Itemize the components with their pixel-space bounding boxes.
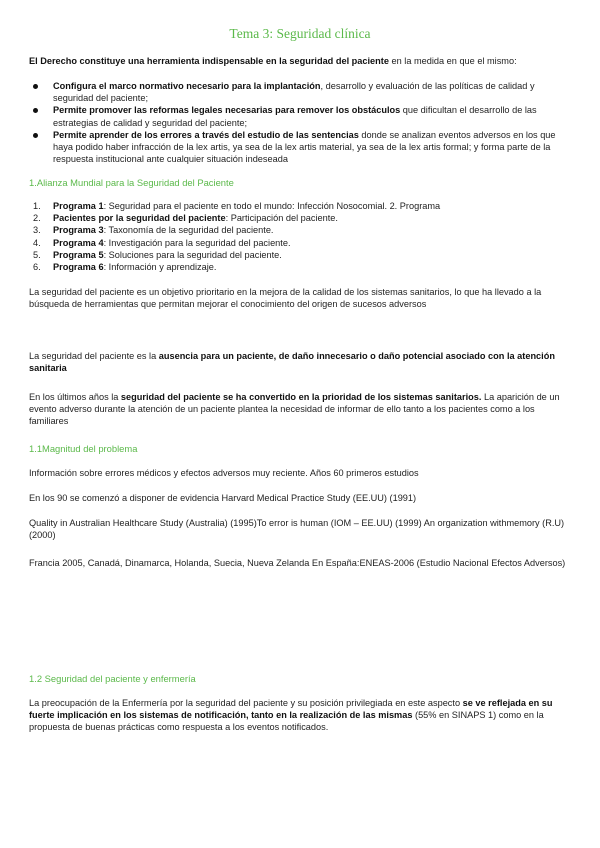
list-item: [29, 249, 573, 261]
bullet-text: donde se analizan eventos adversos en los que haya podido haber infracción de la lex artis, ya sea de la lex artis material, ya sea de la lex artis formal; y forma parte de la respuesta institucional ante cualquier situación indeseada: [53, 129, 556, 165]
intro-text: en la medida en que el mismo:: [388, 56, 517, 66]
bullet-bold: Permite promover las reformas legales necesarias para remover los obstáculos: [53, 105, 401, 116]
program-name: Programa 1: [53, 201, 104, 211]
list-item: [29, 80, 573, 104]
program-text: : Taxonomía de la seguridad del paciente.: [103, 225, 274, 236]
magnitud-paragraph-4: Francia 2005, Canadá, Dinamarca, Holanda, Suecia, Nueva Zelanda En España:ENEAS-2006 (Estudio Nacional Efectos Adversos): [29, 558, 566, 568]
list-number: 5.: [33, 249, 41, 260]
program-name: Programa 3: [53, 225, 104, 236]
magnitud-paragraph-1: Información sobre errores médicos y efectos adversos muy reciente. Años 60 primeros estudios: [29, 468, 419, 478]
program-name: Programa 6: [53, 262, 104, 273]
bullet-bold: Permite aprender de los errores a través del estudio de las sentencias: [53, 129, 359, 140]
program-text: : Soluciones para la seguridad del paciente.: [103, 249, 282, 260]
section-heading-magnitud: 1.1Magnitud del problema: [29, 443, 138, 454]
bullet-bold: Configura el marco normativo necesario para la implantación: [53, 81, 321, 91]
list-number: 2.: [33, 213, 41, 224]
magnitud-paragraph-3: Quality in Australian Healthcare Study (Australia) (1995)To error is human (IOM – EE.UU) (1999) An organization withmemory (R.U) (2000): [29, 518, 565, 541]
list-number: 3.: [33, 225, 41, 236]
programs-list: [29, 200, 573, 273]
list-item: [29, 200, 573, 212]
program-text: : Investigación para la seguridad del paciente.: [103, 237, 291, 248]
program-name: Programa 4: [53, 237, 104, 248]
program-text: : Información y aprendizaje.: [103, 262, 217, 273]
page-title: Tema 3: Seguridad clínica: [229, 26, 371, 41]
list-number: 1.: [33, 201, 41, 211]
definition-text: La seguridad del paciente es la: [29, 351, 159, 361]
nursing-text-2: (55% en SINAPS 1) como en la propuesta de buenas prácticas como respuesta a los eventos notificados.: [29, 710, 544, 733]
law-bullet-list: [29, 80, 573, 165]
list-item: [29, 104, 573, 128]
list-item: [29, 261, 573, 273]
nursing-paragraph: [29, 697, 573, 734]
definition-paragraph: [29, 350, 573, 374]
priority-bold: seguridad del paciente se ha convertido en la prioridad de los sistemas sanitarios.: [120, 392, 482, 402]
program-text: : Seguridad para el paciente en todo el mundo: Infección Nosocomial. 2. Programa: [103, 201, 441, 211]
priority-paragraph: [29, 391, 573, 428]
priority-text-2: La aparición de un evento adverso durante la atención de un paciente plantea la necesidad de informar de ello tanto a los pacientes como a los familiares: [29, 392, 560, 427]
list-number: 4.: [33, 237, 41, 248]
priority-text: En los últimos años la: [29, 392, 121, 402]
program-name: Programa 5: [53, 249, 104, 260]
list-number: 6.: [33, 262, 41, 273]
intro-bold: El Derecho constituye una herramienta indispensable en la seguridad del paciente: [29, 56, 389, 66]
program-text: : Participación del paciente.: [225, 213, 338, 224]
nursing-text: La preocupación de la Enfermería por la seguridad del paciente y su posición privilegiada en este aspecto: [29, 698, 463, 708]
program-name: Pacientes por la seguridad del paciente: [53, 213, 226, 224]
bullet-text: que dificultan el desarrollo de las estrategias de calidad y seguridad del paciente;: [53, 105, 537, 128]
section-heading-enfermeria: 1.2 Seguridad del paciente y enfermería: [29, 673, 196, 684]
nursing-bold: se ve reflejada en su fuerte implicación en los sistemas de notificación, tanto en la realización de las mismas: [29, 698, 553, 721]
section-heading-alianza: 1.Alianza Mundial para la Seguridad del Paciente: [29, 177, 234, 188]
list-item: [29, 237, 573, 249]
bullet-text: , desarrollo y evaluación de las políticas de calidad y seguridad del paciente;: [53, 81, 535, 104]
intro-paragraph: [29, 55, 573, 67]
list-item: [29, 129, 573, 166]
objective-paragraph: La seguridad del paciente es un objetivo prioritario en la mejora de la calidad de los sistemas sanitarios, lo que ha llevado a la búsqueda de herramientas que permitan mejorar el conocimiento del origen de sucesos adversos: [29, 287, 542, 310]
magnitud-paragraph-2: En los 90 se comenzó a disponer de evidencia Harvard Medical Practice Study (EE.UU) (1991): [29, 493, 417, 503]
definition-bold: ausencia para un paciente, de daño innecesario o daño potencial asociado con la atención sanitaria: [29, 351, 555, 374]
list-item: [29, 224, 573, 236]
list-item: [29, 212, 573, 224]
